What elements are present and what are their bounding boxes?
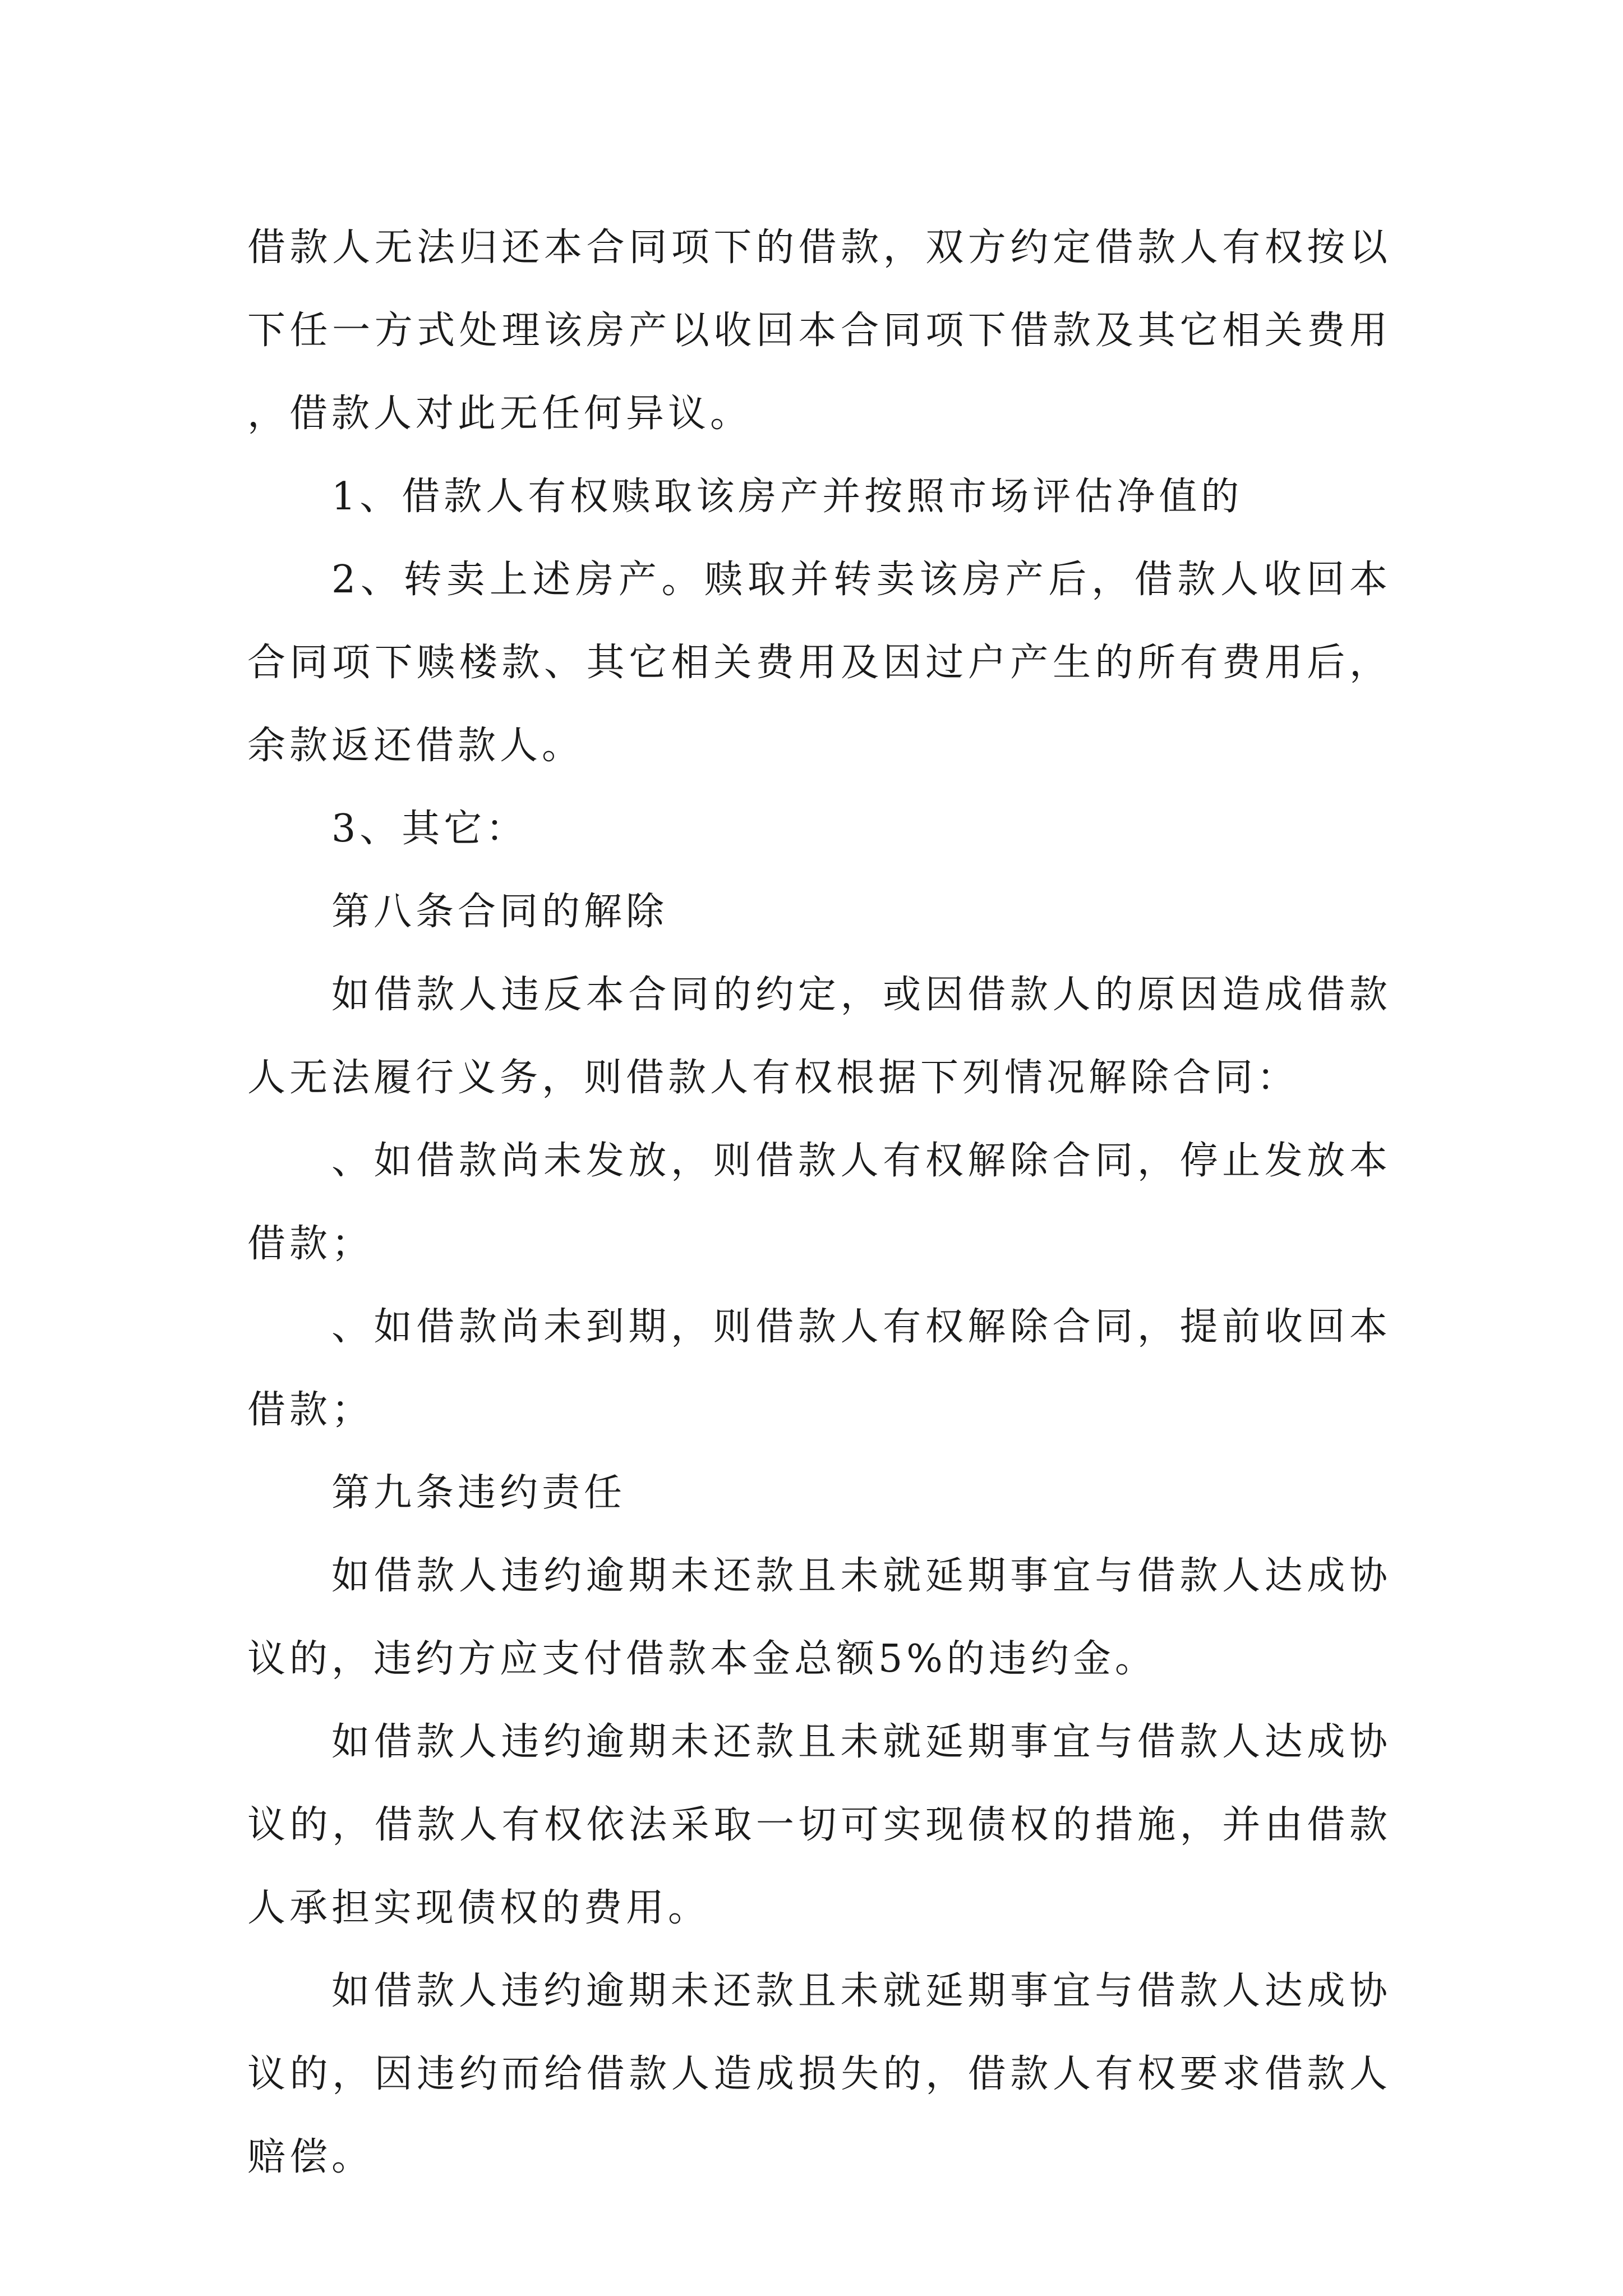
paragraph-3: 2、转卖上述房产。赎取并转卖该房产后，借款人收回本合同项下赎楼款、其它相关费用及因过户产生的所有费用后，余款返还借款人。 [247,558,1391,768]
document-body [247,206,1391,2199]
paragraph-2: 1、借款人有权赎取该房产并按照市场评估净值的 [331,475,1243,519]
paragraph-1: 借款人无法归还本合同项下的借款，双方约定借款人有权按以下任一方式处理该房产以收回本合同项下借款及其它相关费用，借款人对此无任何异议。 [247,226,1391,436]
section-heading-8: 第八条合同的解除 [331,890,668,934]
paragraph-4: 3、其它： [331,807,528,851]
paragraph-10: 如借款人违约逾期未还款且未就延期事宜与借款人达成协议的，违约方应支付借款本金总额5%的违约金。 [247,1554,1391,1681]
paragraph-7: 、如借款尚未发放，则借款人有权解除合同，停止发放本借款； [247,1139,1391,1266]
section-heading-9: 第九条违约责任 [331,1471,626,1515]
paragraph-11: 如借款人违约逾期未还款且未就延期事宜与借款人达成协议的，借款人有权依法采取一切可实现债权的措施，并由借款人承担实现债权的费用。 [247,1720,1391,1930]
paragraph-12: 如借款人违约逾期未还款且未就延期事宜与借款人达成协议的，因违约而给借款人造成损失的，借款人有权要求借款人赔偿。 [247,1969,1391,2179]
paragraph-8: 、如借款尚未到期，则借款人有权解除合同，提前收回本借款； [247,1305,1391,1432]
paragraph-6: 如借款人违反本合同的约定，或因借款人的原因造成借款人无法履行义务，则借款人有权根据下列情况解除合同： [247,973,1391,1100]
